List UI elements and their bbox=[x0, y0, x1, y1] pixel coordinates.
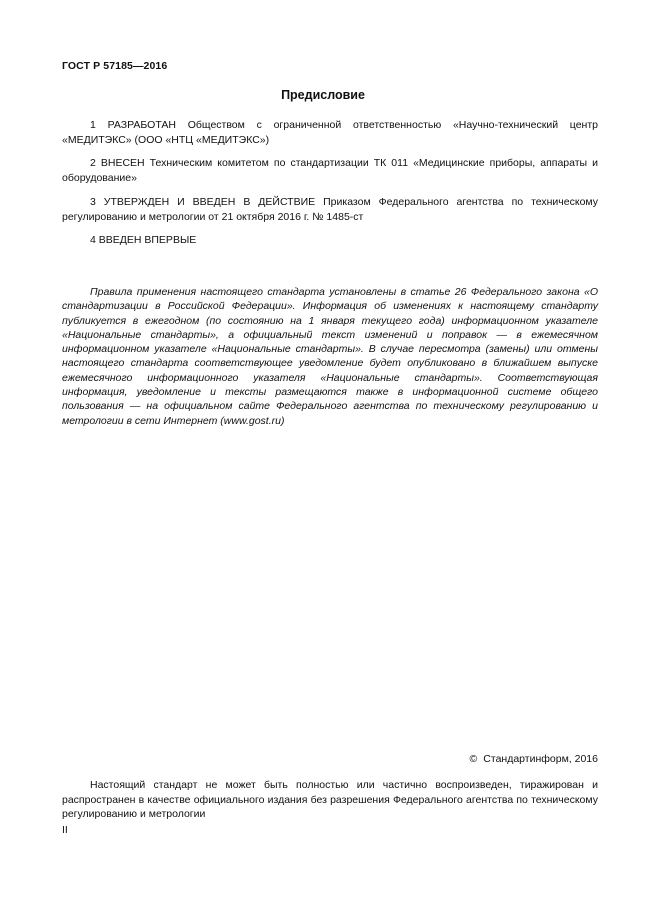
copyright-line bbox=[470, 753, 598, 765]
paragraph-first-introduced: 4 ВВЕДЕН ВПЕРВЫЕ bbox=[90, 234, 197, 246]
application-rules-notice: Правила применения настоящего стандарта установлены в статье 26 Федерального закона «О стандартизации в Российской Федерации». Информация об изменениях к настоящему стандарту публикуется в ежегодном (по состоянию на 1 января текущего года) информационном указателе «Национальные стандарты», а официальный текст изменений и поправок — в ежемесячном информационном указателе «Национальные стандарты». В случае пересмотра (замены) или отмены настоящего стандарта соответствующее уведомление будет опубликовано в ближайшем выпуске ежемесячного информационного указателя «Национальные стандарты». Соответствующая информация, уведомление и тексты размещаются также в информационной системе общего пользования — на официальном сайте Федерального агентства по техническому регулированию и метрологии в сети Интернет (www.gost.ru) bbox=[62, 286, 598, 427]
standard-id-header: ГОСТ Р 57185—2016 bbox=[62, 60, 168, 72]
paragraph-introduced-by: 2 ВНЕСЕН Техническим комитетом по стандартизации ТК 011 «Медицинские приборы, аппараты и оборудование» bbox=[62, 157, 598, 184]
page-title: Предисловие bbox=[281, 88, 365, 102]
copyright-text: Стандартинформ, 2016 bbox=[483, 753, 598, 765]
paragraph-approved: 3 УТВЕРЖДЕН И ВВЕДЕН В ДЕЙСТВИЕ Приказом Федерального агентства по техническому регулированию и метрологии от 21 октября 2016 г. № 1485-ст bbox=[62, 196, 598, 223]
reproduction-notice: Настоящий стандарт не может быть полностью или частично воспроизведен, тиражирован и распространен в качестве официального издания без разрешения Федерального агентства по техническому регулированию и метрологии bbox=[62, 779, 598, 820]
copyright-icon: © bbox=[469, 753, 478, 765]
paragraph-developed-by: 1 РАЗРАБОТАН Обществом с ограниченной ответственностью «Научно-технический центр «МЕДИТЭКС» (ООО «НТЦ «МЕДИТЭКС») bbox=[62, 119, 598, 146]
page-number: II bbox=[62, 824, 68, 836]
